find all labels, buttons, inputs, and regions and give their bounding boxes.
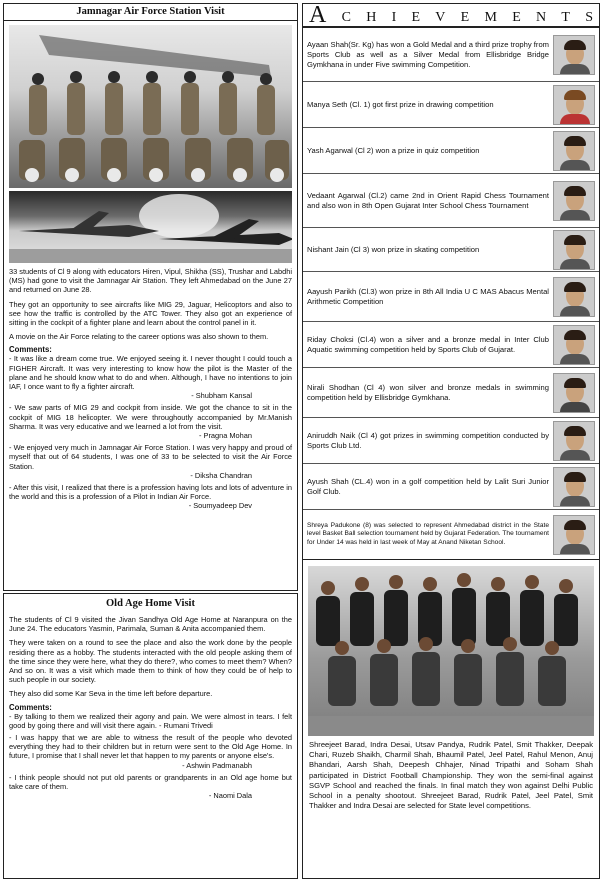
student-photo (553, 277, 595, 317)
aircraft-image (9, 191, 292, 263)
achievement-item (303, 128, 599, 174)
achievement-item (303, 82, 599, 128)
comment (4, 483, 297, 511)
air-force-para-3: A movie on the Air Force relating to the career options was also shown to them. (9, 332, 269, 342)
comment (4, 443, 297, 480)
comment (4, 354, 297, 400)
achievement-text: Manya Seth (Cl. 1) got first prize in drawing competition (307, 99, 494, 109)
achievement-text: Ayaan Shah(Sr. Kg) has won a Gold Medal and a third prize trophy from Sports Club as well as a Silver Medal from Ellisbridge Bridge Gymkhana in under Five swimming Competition. (307, 39, 549, 69)
achievement-text: Aniruddh Naik (Cl 4) got prizes in swimming competition conducted by Sports Club Ltd. (307, 430, 549, 450)
comment-author: - Diksha Chandran (190, 470, 252, 480)
student-photo (553, 373, 595, 413)
achievement-item (303, 228, 599, 272)
heading-letter: E (411, 10, 421, 25)
achievement-item (303, 174, 599, 228)
comment-author: - Ashwin Padmanabh (182, 760, 252, 770)
heading-letter: E (460, 10, 470, 25)
football-team-image (308, 566, 594, 736)
group-photo (9, 25, 292, 188)
comment-text: - I think people should not put old parents or grandparents in an Old age home but take care of them. (9, 772, 292, 792)
heading-letter: A (309, 2, 327, 28)
comment-author: - Naomi Dala (208, 791, 252, 801)
air-force-title: Jamnagar Air Force Station Visit (4, 4, 297, 21)
air-force-para-2: They got an opportunity to see aircrafts like MIG 29, Jaguar, Helicoptors and also to see how the traffic is controlled by the ATC Tower. They also got an experience of sitting in the cockpit of a fighter plane and learn about the control panel in it. (9, 299, 292, 328)
football-team-photo (308, 566, 594, 736)
student-photo (553, 230, 595, 270)
comment-author: - Soumyadeep Dev (188, 501, 252, 511)
heading-letter: S (585, 10, 593, 25)
heading-letter: C (341, 10, 351, 25)
comment-text: - I was happy that we are able to witness the result of the people who devoted everything they had to their children but in return were sent to the Old Age Home. In future, I promise that I shall never let that happen to my parents or anyone else's. (9, 733, 292, 761)
achievement-item (303, 28, 599, 82)
comment-text: - By talking to them we realized their agony and pain. We were almost in tears. I felt good by going there and will visit there again. (9, 711, 292, 730)
comment-author: - Shubham Kansal (191, 391, 252, 401)
achievement-text: Vedaant Agarwal (Cl.2) came 2nd in Orient Rapid Chess Tournament and also won in 8th Open Gujarat Inter School Chess Tournament (307, 190, 549, 210)
achievement-item (303, 368, 599, 418)
achievement-item (303, 272, 599, 322)
student-photo (553, 85, 595, 125)
achievement-text: Nirali Shodhan (Cl 4) won silver and bronze medals in swimming competition held by Ellisbridge Gymkhana. (307, 382, 549, 402)
student-photo (553, 325, 595, 365)
comment-author: - Pragna Mohan (199, 431, 252, 441)
student-photo (553, 467, 595, 507)
heading-letter: E (512, 10, 521, 25)
old-age-section (3, 593, 298, 879)
heading-letter: T (561, 10, 570, 25)
heading-letter: I (391, 10, 397, 25)
student-photo (553, 35, 595, 75)
achievements-heading (303, 4, 599, 28)
achievements-section (302, 3, 600, 879)
old-age-para-3: They also did some Kar Seva in the time left before departure. (9, 689, 213, 699)
comment-text: - We saw parts of MIG 29 and cockpit from inside. We got the chance to sit in the cockpit of MIG 18 helicopter. We were throughoutly accompanied by Mr.Manish Sharma. It was very educative and we learned a lot from the visit. (9, 403, 292, 431)
student-photo (553, 421, 595, 461)
student-photo (553, 131, 595, 171)
air-force-para-1: 33 students of Cl 9 along with educators Hiren, Vipul, Shikha (SS), Trushar and Labdhi (MS) had gone to visit the Jamnagar Air Station. They left Ahmedabad on the June 27 and returned on June 28. (9, 267, 292, 295)
student-photo (553, 515, 595, 555)
achievement-item (303, 322, 599, 368)
student-photo (553, 181, 595, 221)
air-force-comments-heading: Comments: (9, 345, 52, 355)
aircraft-photo (9, 191, 292, 263)
comment (4, 712, 297, 730)
comment-text: - It was like a dream come true. We enjoyed seeing it. I never thought I could touch a FIGHER Aircraft. It was very interesting to know how the pilot is the Master of the plane and he should know what to do and when. Although, I have no intentions to join IAF, I once want to fly a fighter aircraft. (9, 354, 292, 392)
comment-text: - We enjoyed very much in Jamnagar Air Force Station. I was very happy and proud of myself that out of 64 students, I was one of 33 to be selected to visit the Air Force Station. (9, 443, 292, 471)
old-age-para-2: They were taken on a round to see the place and also the work done by the people residing there as a hobby. The students interacted with the old people asking them of the time since they were here, what they do there?, who comes to meet them? When? And so on. It was a visit which made them to think of how they could be of help to such people in our society. (9, 638, 292, 685)
heading-letter: V (435, 10, 446, 25)
comment (4, 403, 297, 440)
comment-author: - Rumani Trivedi (158, 720, 213, 730)
heading-letter: M (484, 10, 497, 25)
old-age-comments-heading: Comments: (9, 702, 52, 712)
air-force-section (3, 3, 298, 591)
heading-letter: H (366, 10, 377, 25)
heading-letter: N (536, 10, 547, 25)
comment (4, 773, 297, 801)
achievement-text: Yash Agarwal (Cl 2) won a prize in quiz competition (307, 145, 480, 155)
comment (4, 733, 297, 770)
comment-text: - After this visit, I realized that there is a profession having lots and lots of adventure in the world and this is a profession of a Pilot in Indian Air Force. (9, 483, 292, 502)
achievement-item (303, 418, 599, 464)
achievement-text: Ayush Shah (CL.4) won in a golf competition held by Lalit Suri Junior Golf Club. (307, 476, 549, 496)
achievement-text: Nishant Jain (Cl 3) won prize in skating competition (307, 244, 480, 254)
achievement-item (303, 464, 599, 510)
achievement-text: Riday Choksi (Cl.4) won a silver and a bronze medal in Inter Club Aquatic swimming competition held by Sports Club of Gujarat. (307, 334, 549, 354)
old-age-para-1: The students of Cl 9 visited the Jivan Sandhya Old Age Home at Naranpura on the June 24. The educators Yasmin, Parimala, Suman & Anita accompanied them. (9, 615, 292, 634)
achievement-text: Shreya Padukone (8) was selected to represent Ahmedabad district in the State level Basket Ball selection tournament held by Gujarat Federation. The tournament for Under 14 was held in last week of May at Anand Niketan School. (307, 521, 549, 546)
old-age-title: Old Age Home Visit (106, 598, 195, 609)
achievement-text: Aayush Parikh (Cl.3) won prize in 8th All India U C MAS Abacus Mental Arithmetic Competition (307, 286, 549, 306)
group-photo-image (9, 25, 292, 188)
achievement-item (303, 510, 599, 560)
football-team-text: Shreejeet Barad, Indra Desai, Utsav Pandya, Rudrik Patel, Smit Thakker, Deepak Chari, Ruzeb Shaikh, Charmil Shah, Bhaumil Patel, Jeel Patel, Rahul Menon, Anuj Bhandari, Aarsh Shah, Deepesh Chhajer, Ninad Tripathi and Soham Shah participated in District Football Championship. They won the semi-final against SGVP School and reached the finals. In final match they won against Delhi Public School in a penalty shootout. Shreejeet Barad, Rudrik Patel, Jeel Patel, Smit Thakker and Indra Desai are selected for State level competitions. (309, 740, 593, 811)
